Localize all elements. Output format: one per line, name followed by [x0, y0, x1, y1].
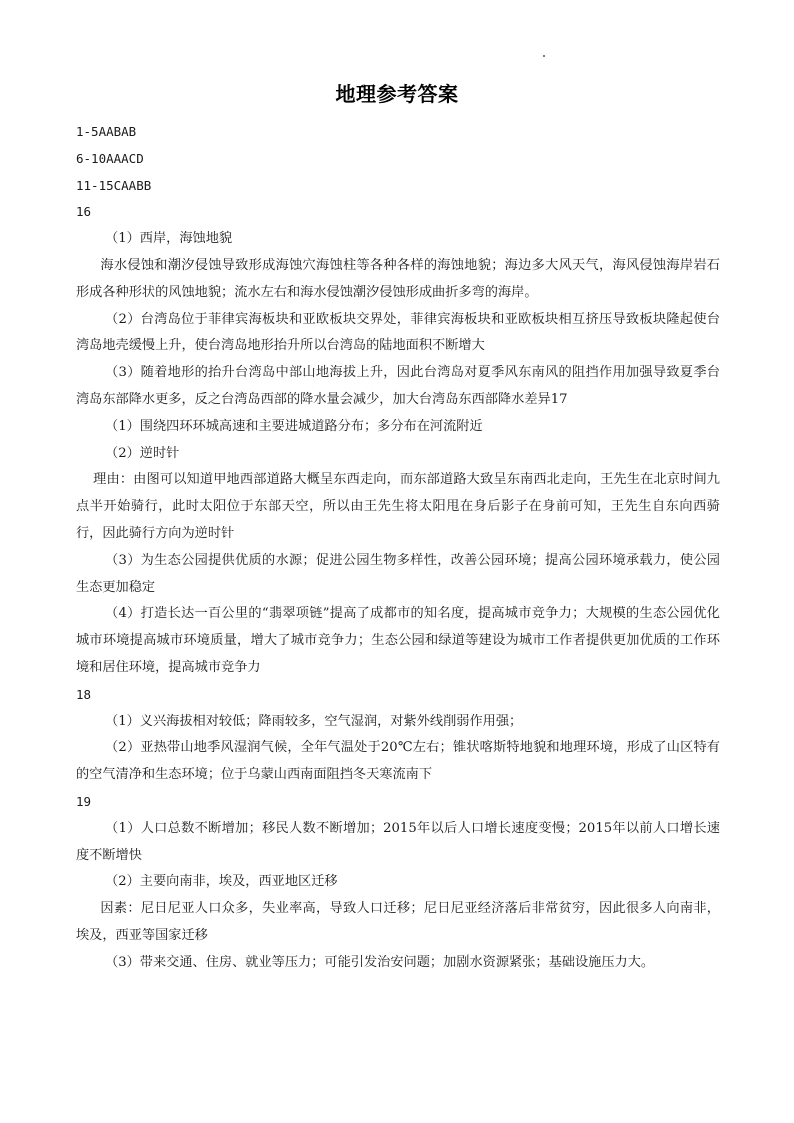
answer-content: [76, 119, 720, 977]
q16-part3: （3）随着地形的抬升台湾岛中部山地海拔上升，因此台湾岛对夏季风东南风的阻挡作用加强导致夏季台湾岛东部降水更多，反之台湾岛西部的降水量会减少，加大台湾岛东西部降水差异17: [76, 365, 720, 407]
q17-part4: （4）打造长达一百公里的“翡翠项链”提高了成都市的知名度，提高城市竞争力；大规模的生态公园优化城市环境提高城市环境质量，增大了城市竞争力；生态公园和绿道等建设为城市工作者提供更加优质的工作环境和居住环境，提高城市竞争力: [76, 606, 720, 675]
question-19-number: 19: [76, 793, 92, 809]
q19-part3: （3）带来交通、住房、就业等压力；可能引发治安问题；加剧水资源紧张；基础设施压力大。: [105, 954, 655, 970]
question-18-number: 18: [76, 686, 92, 702]
q17-part3: （3）为生态公园提供优质的水源；促进公园生物多样性，改善公园环境；提高公园环境承载力，使公园生态更加稳定: [76, 552, 720, 595]
q19-part2: （2）主要向南非，埃及，西亚地区迁移: [105, 874, 338, 890]
page-title: 地理参考答案: [335, 82, 459, 106]
q16-part2: （2）台湾岛位于菲律宾海板块和亚欧板块交界处，菲律宾海板块和亚欧板块相互挤压导致板块隆起使台湾岛地壳缓慢上升，使台湾岛地形抬升所以台湾岛的陆地面积不断增大: [76, 311, 720, 354]
choice-answers-6-10: 6-10AAACD: [76, 150, 144, 166]
q17-reason: 理由：由图可以知道甲地西部道路大概呈东西走向，而东部道路大致呈东南西北走向，王先生在北京时间九点半开始骑行，此时太阳位于东部天空，所以由王先生将太阳甩在身后影子在身前可知，王先生自东向西骑行，因此骑行方向为逆时针: [76, 472, 720, 541]
q19-factors: 因素：尼日尼亚人口众多，失业率高，导致人口迁移；尼日尼亚经济落后非常贫穷，因此很多人向南非，埃及，西亚等国家迁移: [76, 901, 720, 943]
q18-part2: （2）亚热带山地季风湿润气候，全年气温处于20℃左右；锥状喀斯特地貌和地理环境，形成了山区特有的空气清净和生态环境；位于乌蒙山西南面阻挡冬天寒流南下: [76, 740, 720, 783]
q17-part2: （2）逆时针: [105, 445, 180, 461]
q16-part1: （1）西岸，海蚀地貌: [105, 231, 233, 247]
q16-part1-detail: 海水侵蚀和潮汐侵蚀导致形成海蚀穴海蚀柱等各种各样的海蚀地貌；海边多大风天气，海风侵蚀海岸岩石形成各种形状的风蚀地貌；流水左右和海水侵蚀潮汐侵蚀形成曲折多弯的海岸。: [76, 257, 720, 300]
page-dot-mark: [543, 55, 545, 57]
question-16-number: 16: [76, 204, 92, 220]
q19-part1: （1）人口总数不断增加；移民人数不断增加；2015年以后人口增长速度变慢；2015年以前人口增长速度不断增快: [76, 820, 720, 863]
choice-answers-1-5: 1-5AABAB: [76, 124, 137, 139]
q18-part1: （1）义兴海拔相对较低；降雨较多，空气湿润，对紫外线削弱作用强；: [105, 713, 523, 729]
choice-answers-11-15: 11-15CAABB: [76, 177, 152, 193]
q17-part1: （1）围绕四环环城高速和主要进城道路分布；多分布在河流附近: [105, 418, 483, 434]
